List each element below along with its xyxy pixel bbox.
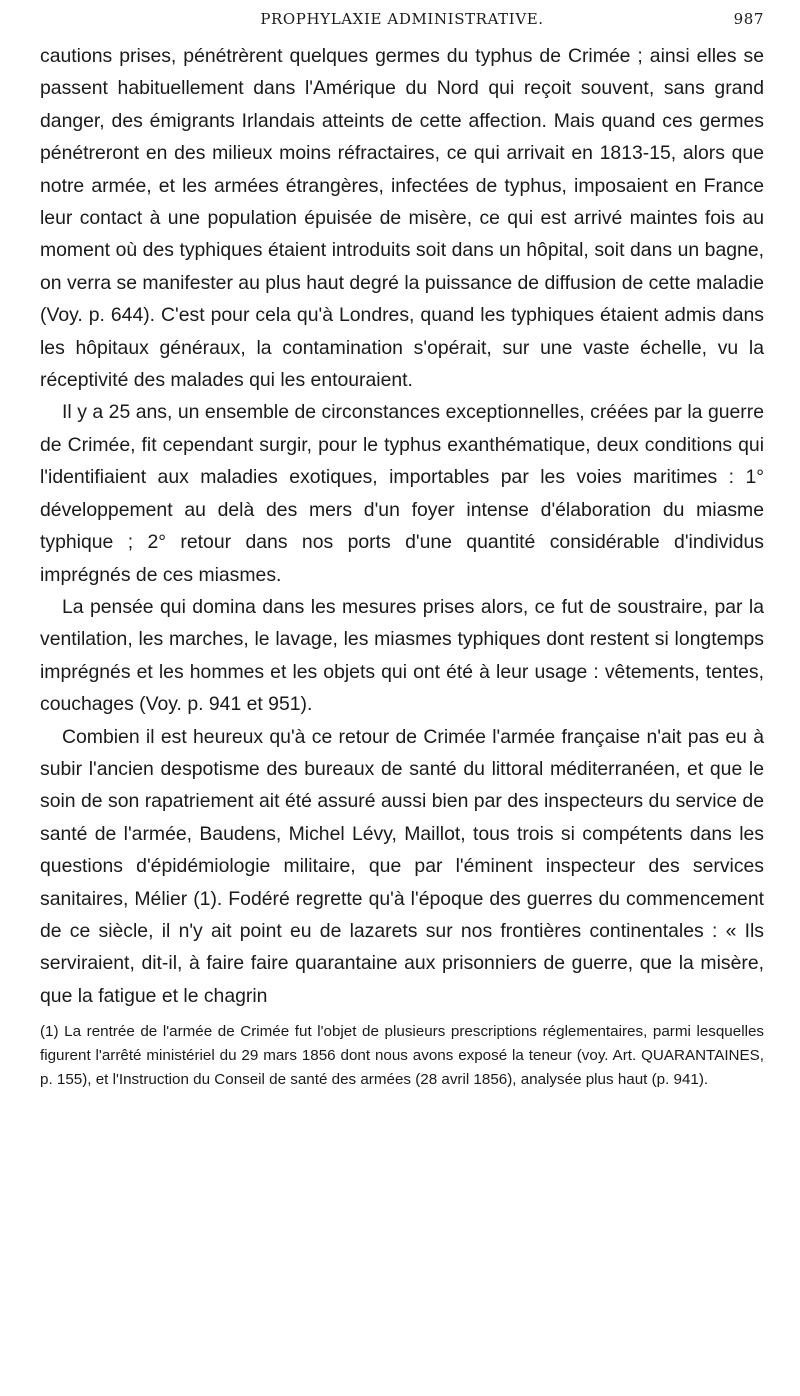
footnote xyxy=(40,1020,764,1092)
running-header xyxy=(40,6,764,34)
paragraph: La pensée qui domina dans les mesures prises alors, ce fut de soustraire, par la ventilation, les marches, le lavage, les miasmes typhiques dont restent si longtemps imprégnés et les hommes et les objets qui ont été à leur usage : vêtements, tentes, couchages (Voy. p. 941 et 951). xyxy=(40,595,764,716)
page-number: 987 xyxy=(733,10,764,28)
paragraph: Il y a 25 ans, un ensemble de circonstances exceptionnelles, créées par la guerre de Crimée, fit cependant surgir, pour le typhus exanthématique, deux conditions qui l'identifiaient aux maladies exotiques, importables par les voies maritimes : 1° développement au delà des mers d'un foyer intense d'élaboration du miasme typhique ; 2° retour dans nos ports d'une quantité considérable d'individus imprégnés de ces miasmes. xyxy=(40,401,764,586)
running-title: PROPHYLAXIE ADMINISTRATIVE. xyxy=(260,10,544,28)
paragraph: Combien il est heureux qu'à ce retour de Crimée l'armée française n'ait pas eu à subir l'ancien despotisme des bureaux de santé du littoral méditerranéen, et que le soin de son rapatriement ait été assuré aussi bien par des inspecteurs du service de santé de l'armée, Baudens, Michel Lévy, Maillot, tous trois si compétents dans les questions d'épidémiologie militaire, que par l'éminent inspecteur des services sanitaires, Mélier (1). Fodéré regrette qu'à l'époque des guerres du commencement de ce siècle, il n'y ait point eu de lazarets sur nos frontières continentales : « Ils serviraient, dit-il, à faire faire quarantaine aux prisonniers de guerre, que la misère, que la fatigue et le chagrin xyxy=(40,725,764,1007)
paragraph: cautions prises, pénétrèrent quelques germes du typhus de Crimée ; ainsi elles se passent habituellement dans l'Amérique du Nord qui reçoit souvent, sans grand danger, des émigrants Irlandais atteints de cette affection. Mais quand ces germes pénétreront en des milieux moins réfractaires, ce qui arrivait en 1813-15, alors que notre armée, et les armées étrangères, infectées de typhus, imposaient en France leur contact à une population épuisée de misère, ce qui est arrivé maintes fois au moment où des typhiques étaient introduits soit dans un hôpital, soit dans un bagne, on verra se manifester au plus haut degré la puissance de diffusion de cette maladie (Voy. p. 644). C'est pour cela qu'à Londres, quand les typhiques étaient admis dans les hôpitaux généraux, la contamination s'opérait, sur une vaste échelle, vu la réceptivité des malades qui les entouraient. xyxy=(40,45,765,392)
footnote-text: (1) La rentrée de l'armée de Crimée fut l'objet de plusieurs prescriptions réglementaires, parmi lesquelles figurent l'arrêté ministériel du 29 mars 1856 dont nous avons exposé la teneur (voy. Art. QUARANTAINES, p. 155), et l'Instruction du Conseil de santé des armées (28 avril 1856), analysée plus haut (p. 941). xyxy=(40,1023,764,1089)
main-text xyxy=(40,40,764,1012)
